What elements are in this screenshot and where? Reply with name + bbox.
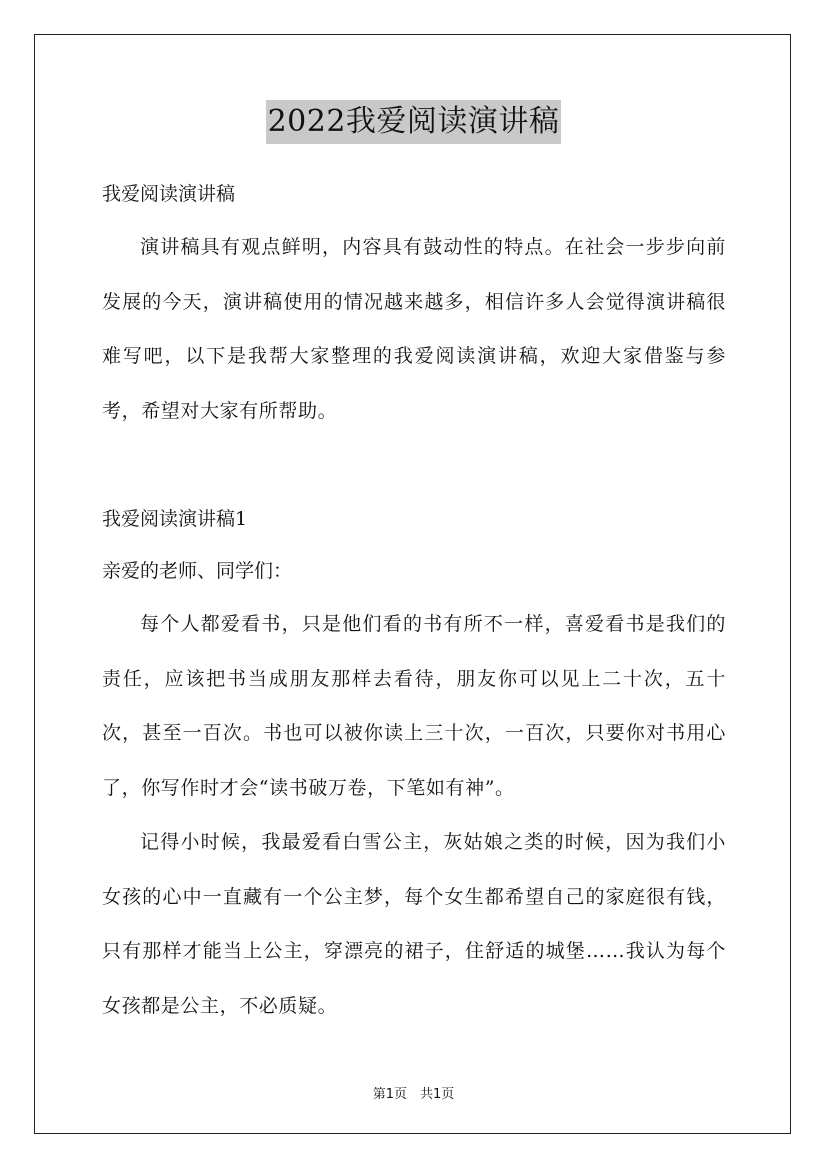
document-body	[102, 168, 726, 1033]
title-container	[0, 100, 827, 144]
section-heading: 我爱阅读演讲稿1	[102, 508, 248, 530]
document-title: 2022我爱阅读演讲稿	[266, 100, 562, 144]
body-paragraph-2: 记得小时候，我最爱看白雪公主，灰姑娘之类的时候，因为我们小女孩的心中一直藏有一个公主梦，每个女生都希望自己的家庭很有钱，只有那样才能当上公主，穿漂亮的裙子，住舒适的城堡……我认为每个女孩都是公主，不必质疑。	[102, 831, 726, 1017]
intro-paragraph: 演讲稿具有观点鲜明，内容具有鼓动性的特点。在社会一步步向前发展的今天，演讲稿使用的情况越来越多，相信许多人会觉得演讲稿很难写吧，以下是我帮大家整理的我爱阅读演讲稿，欢迎大家借鉴与参考，希望对大家有所帮助。	[102, 236, 726, 422]
body-paragraph-1: 每个人都爱看书，只是他们看的书有所不一样，喜爱看书是我们的责任，应该把书当成朋友那样去看待，朋友你可以见上二十次，五十次，甚至一百次。书也可以被你读上三十次，一百次，只要你对书用心了，你写作时才会“读书破万卷，下笔如有神”。	[102, 613, 726, 799]
subtitle: 我爱阅读演讲稿	[102, 183, 236, 205]
page-footer: 第1页 共1页	[372, 1087, 455, 1102]
section-spacer	[102, 438, 726, 493]
greeting-line: 亲爱的老师、同学们：	[102, 560, 293, 582]
